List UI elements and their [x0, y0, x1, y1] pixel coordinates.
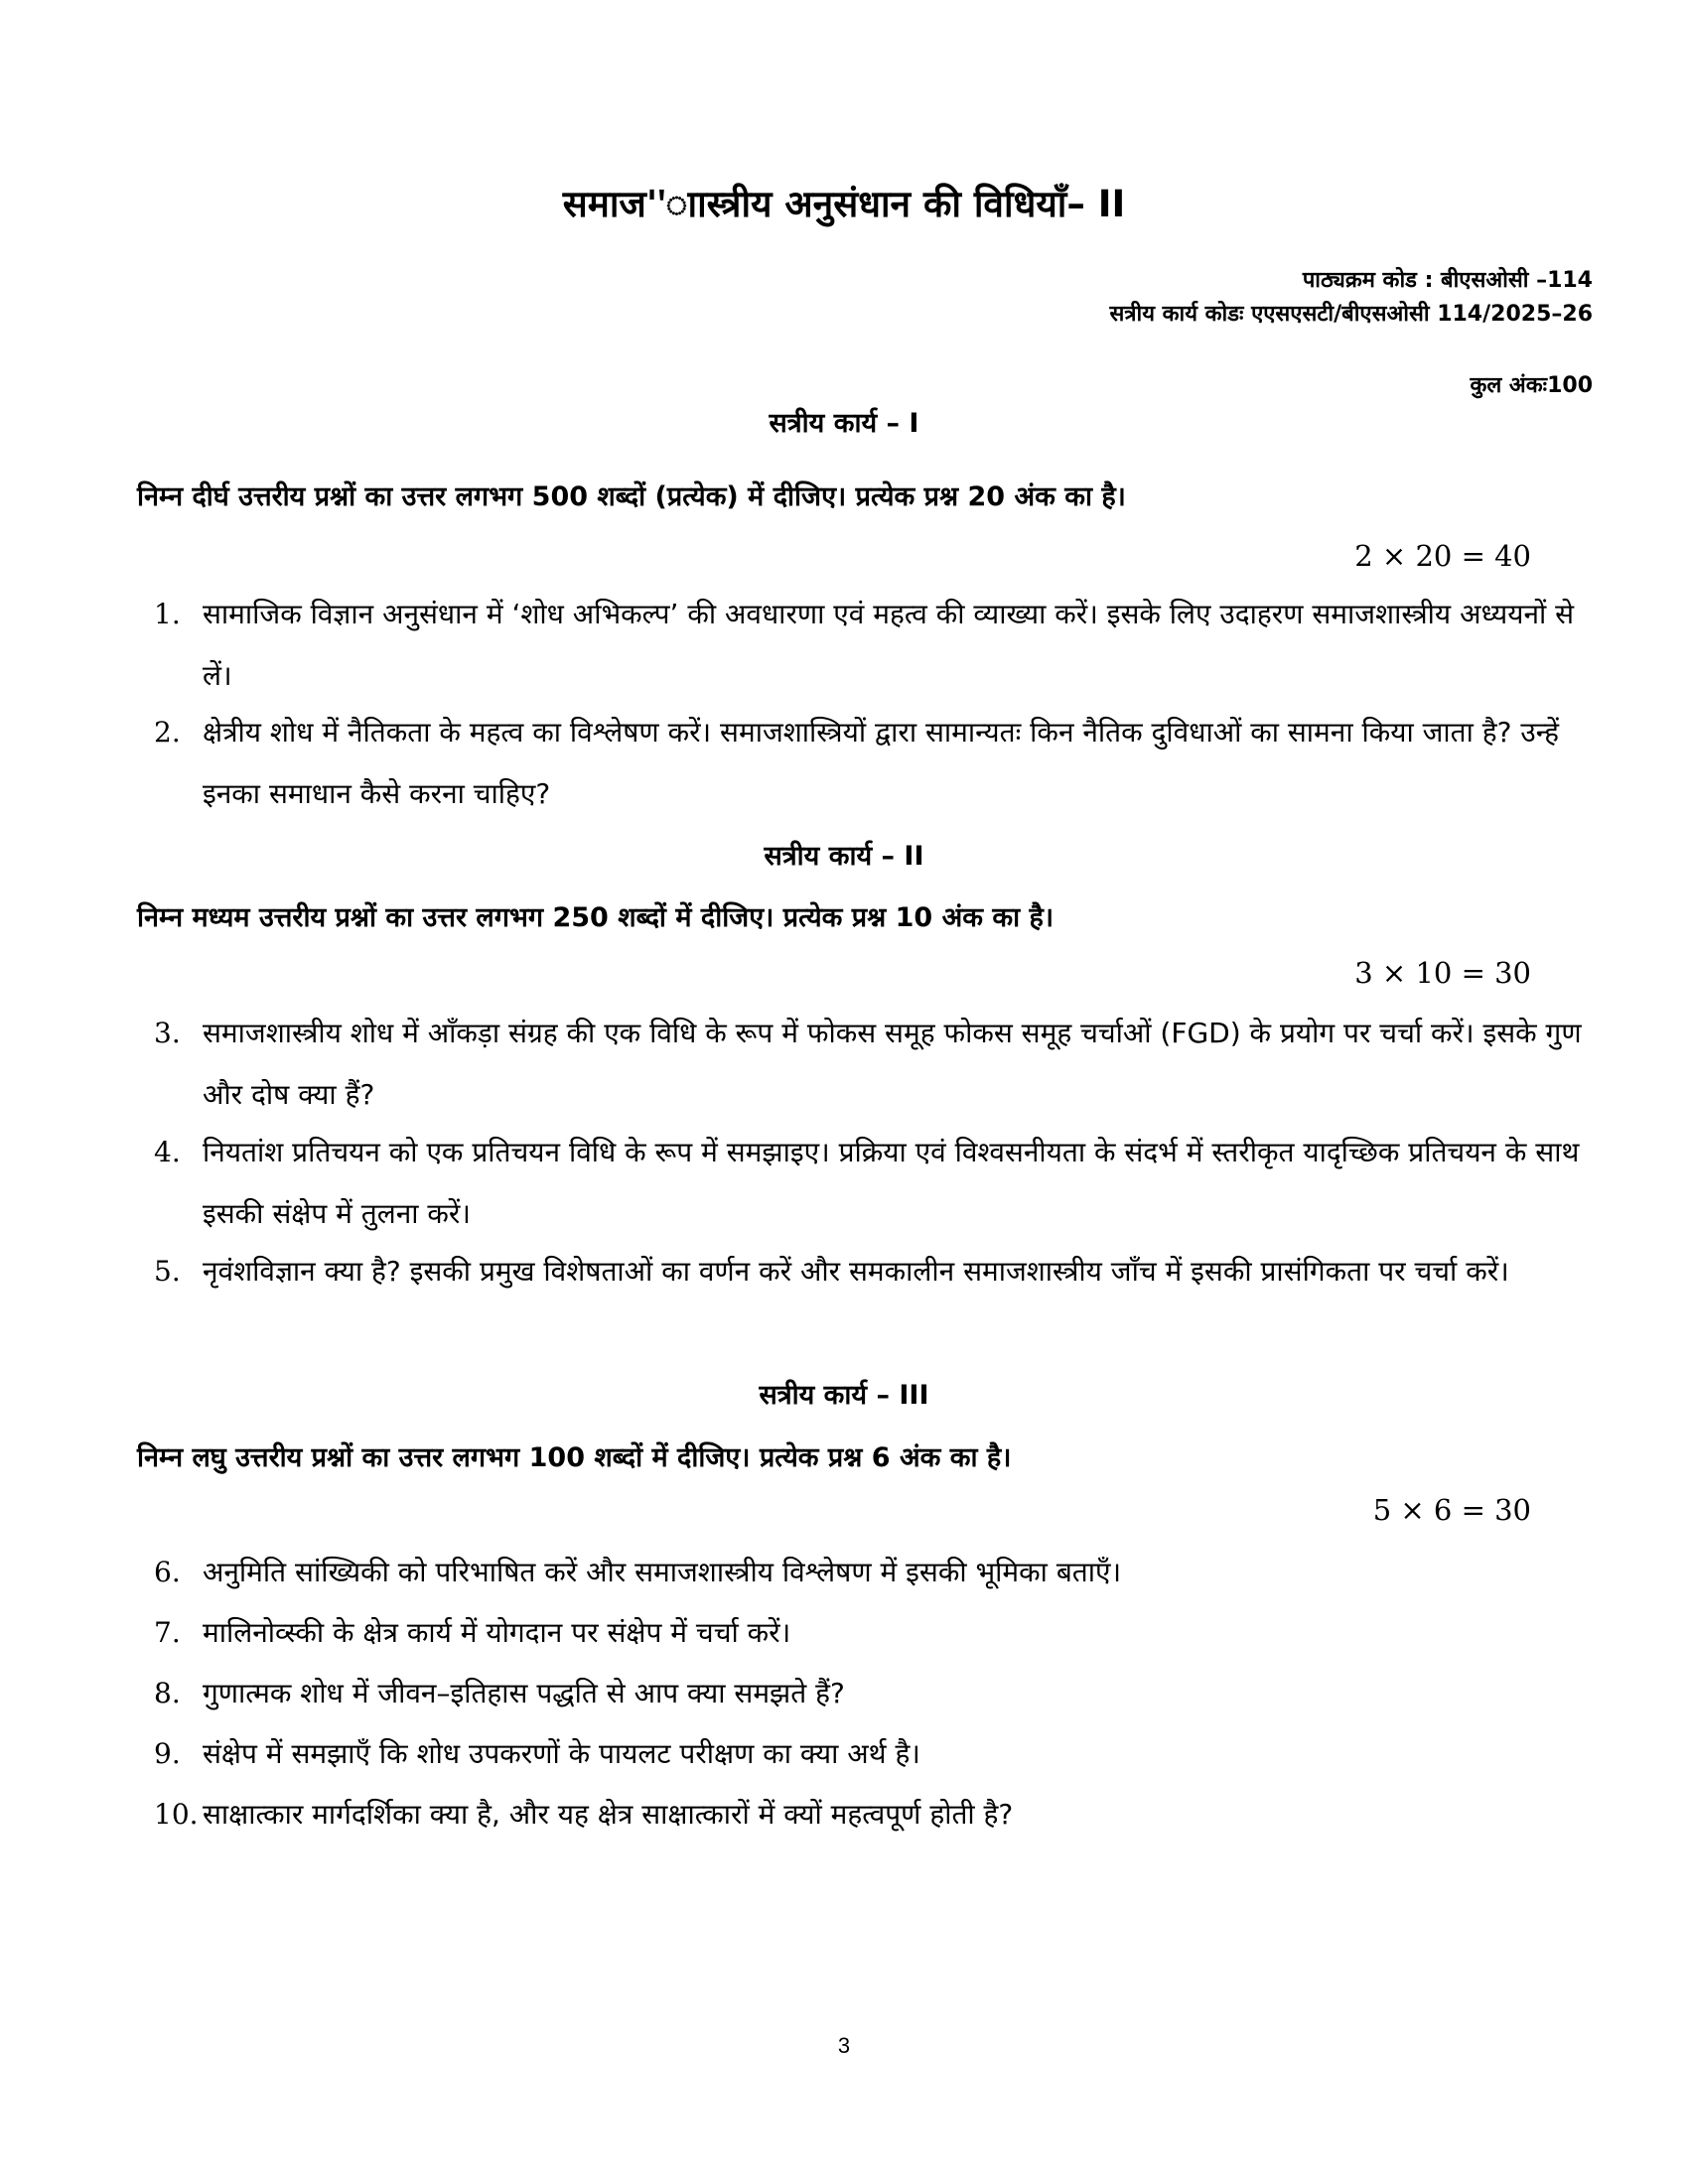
question-number: 6.: [154, 1556, 181, 1588]
question-text: क्षेत्रीय शोध में नैतिकता के महत्व का विश्लेषण करें। समाजशास्त्रियों द्वारा सामान्यतः किन नैतिक दुविधाओं का सामना किया जाता है? उन्हें इनका समाधान कैसे करना चाहिए?: [203, 716, 1559, 810]
question-text: सामाजिक विज्ञान अनुसंधान में ‘शोध अभिकल्प’ की अवधारणा एवं महत्व की व्याख्या करें। इसके लिए उदाहरण समाजशास्त्रीय अध्ययनों से लें।: [203, 598, 1575, 692]
question-number: 5.: [154, 1255, 181, 1288]
question-number: 7.: [154, 1616, 181, 1649]
question-text: नृवंशविज्ञान क्या है? इसकी प्रमुख विशेषताओं का वर्णन करें और समकालीन समाजशास्त्रीय जाँच में इसकी प्रासंगिकता पर चर्चा करें।: [203, 1255, 1509, 1288]
question-item: [154, 702, 1604, 825]
question-number: 2.: [154, 716, 181, 749]
question-text: नियतांश प्रतिचयन को एक प्रतिचयन विधि के रूप में समझाइए। प्रक्रिया एवं विश्वसनीयता के संदर्भ में स्तरीकृत यादृच्छिक प्रतिचयन के साथ इसकी संक्षेप में तुलना करें।: [203, 1136, 1580, 1230]
assignment-code: सत्रीय कार्य कोडः एएसएसटी/बीएसओसी 114/2025–26: [1109, 302, 1593, 327]
question-text: अनुमिति सांख्यिकी को परिभाषित करें और समाजशास्त्रीय विश्लेषण में इसकी भूमिका बताएँ।: [203, 1556, 1122, 1588]
question-text: संक्षेप में समझाएँ कि शोध उपकरणों के पायलट परीक्षण का क्या अर्थ है।: [203, 1737, 920, 1770]
question-item: [154, 1003, 1604, 1126]
question-text: साक्षात्कार मार्गदर्शिका क्या है, और यह क्षेत्र साक्षात्कारों में क्यों महत्वपूर्ण होती है?: [203, 1798, 1014, 1831]
section-marks-2: 3 × 10 = 30: [1354, 956, 1531, 990]
question-item: [154, 1602, 1604, 1664]
section-heading-2: सत्रीय कार्य – II: [764, 841, 924, 872]
section-instruction-1: निम्न दीर्घ उत्तरीय प्रश्नों का उत्तर लगभग 500 शब्दों (प्रत्येक) में दीजिए। प्रत्येक प्रश्न 20 अंक का है।: [137, 481, 1126, 512]
question-item: [154, 1784, 1604, 1845]
question-number: 3.: [154, 1017, 181, 1049]
section-instruction-2: निम्न मध्यम उत्तरीय प्रश्नों का उत्तर लगभग 250 शब्दों में दीजिए। प्रत्येक प्रश्न 10 अंक का है।: [137, 902, 1055, 933]
question-item: [154, 1241, 1604, 1302]
question-item: [154, 1122, 1604, 1245]
course-code: पाठ्यक्रम कोड : बीएसओसी –114: [1302, 268, 1593, 293]
question-item: [154, 584, 1604, 707]
page-title: समाज''ाास्त्रीय अनुसंधान की विधियाँ– II: [562, 183, 1126, 225]
question-text: मालिनोव्स्की के क्षेत्र कार्य में योगदान पर संक्षेप में चर्चा करें।: [203, 1616, 791, 1649]
question-item: [154, 1723, 1604, 1785]
section-heading-1: सत्रीय कार्य – I: [769, 408, 919, 439]
question-text: समाजशास्त्रीय शोध में आँकड़ा संग्रह की एक विधि के रूप में फोकस समूह फोकस समूह चर्चाओं (FGD) के प्रयोग पर चर्चा करें। इसके गुण और दोष क्या हैं?: [203, 1017, 1582, 1111]
question-number: 8.: [154, 1677, 181, 1709]
section-marks-1: 2 × 20 = 40: [1354, 539, 1531, 573]
question-number: 1.: [154, 598, 181, 630]
section-marks-3: 5 × 6 = 30: [1372, 1493, 1531, 1527]
question-text: गुणात्मक शोध में जीवन–इतिहास पद्धति से आप क्या समझते हैं?: [203, 1677, 845, 1709]
total-marks: कुल अंकः100: [1470, 373, 1593, 398]
question-number: 4.: [154, 1136, 181, 1168]
page-number: 3: [837, 2033, 851, 2058]
question-item: [154, 1663, 1604, 1724]
question-number: 10.: [154, 1798, 199, 1831]
section-instruction-3: निम्न लघु उत्तरीय प्रश्नों का उत्तर लगभग 100 शब्दों में दीजिए। प्रत्येक प्रश्न 6 अंक का है।: [137, 1442, 1012, 1473]
question-item: [154, 1542, 1604, 1603]
question-number: 9.: [154, 1737, 181, 1770]
section-heading-3: सत्रीय कार्य – III: [759, 1380, 929, 1411]
